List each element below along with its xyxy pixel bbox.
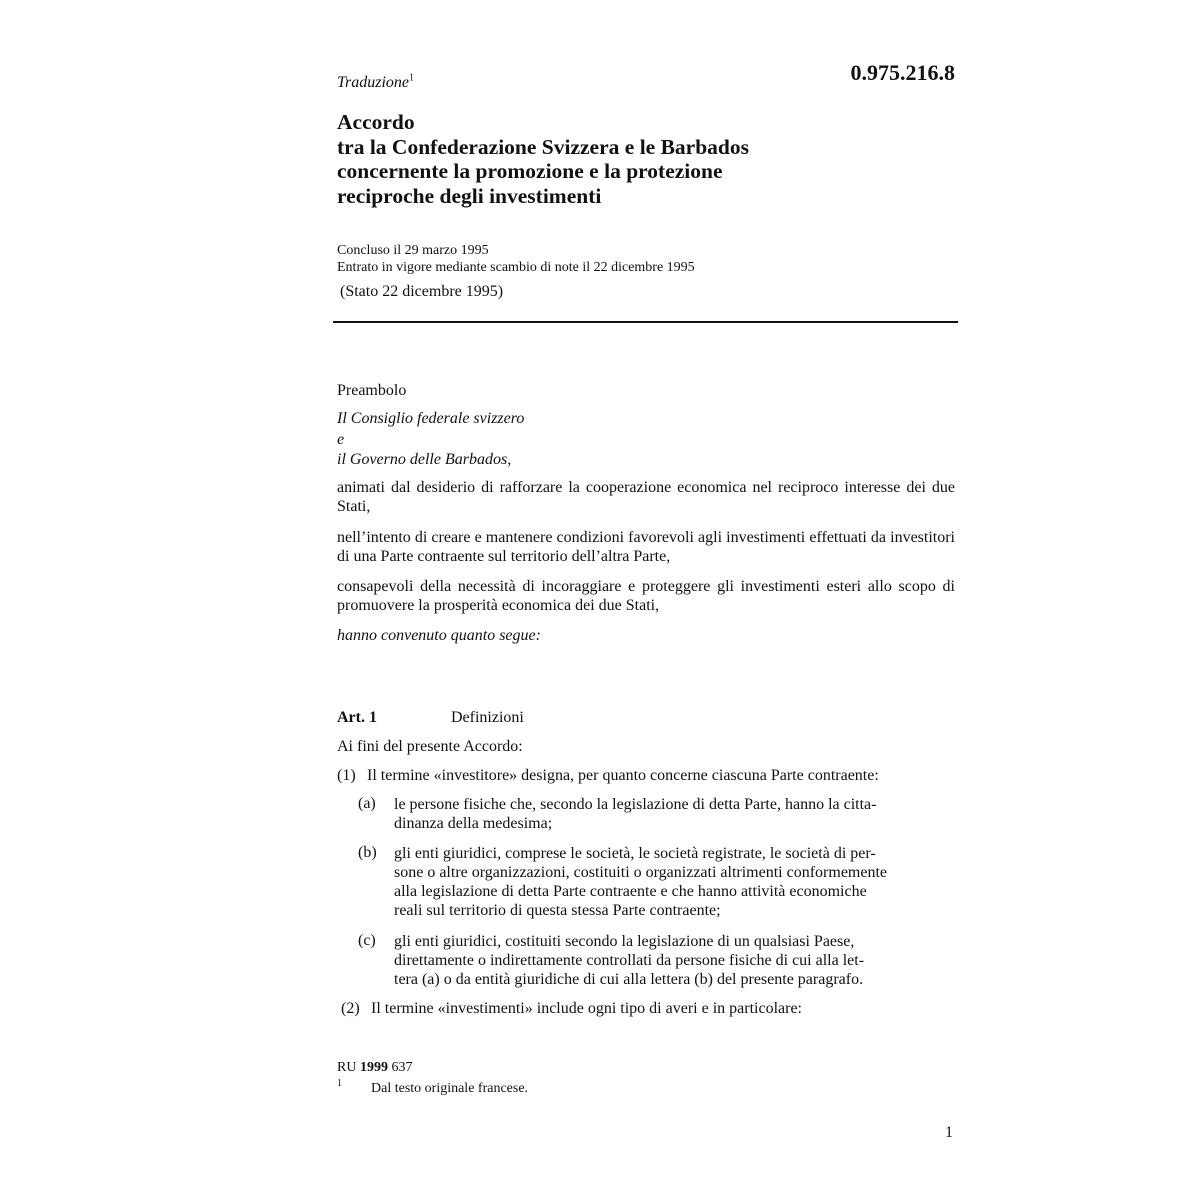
item-line: dinanza della medesima; bbox=[394, 815, 553, 832]
title-line: tra la Confederazione Svizzera e le Barbados bbox=[337, 134, 749, 159]
preamble-party-1: Il Consiglio federale svizzero bbox=[337, 410, 525, 427]
item-line: gli enti giuridici, comprese le società, le società registrate, le società di per- bbox=[394, 845, 876, 862]
header-divider bbox=[333, 321, 958, 323]
list-item bbox=[394, 844, 955, 920]
item-line: reali sul territorio di questa stessa Parte contraente; bbox=[394, 902, 721, 919]
footnote-mark: 1 bbox=[409, 72, 415, 84]
article-number: Art. 1 bbox=[337, 709, 377, 726]
status-date: (Stato 22 dicembre 1995) bbox=[340, 283, 504, 300]
item-marker: (c) bbox=[358, 932, 376, 949]
list-item bbox=[394, 932, 955, 989]
entry-into-force: Entrato in vigore mediante scambio di note il 22 dicembre 1995 bbox=[337, 260, 695, 275]
preamble-heading: Preambolo bbox=[337, 382, 407, 399]
concluded-date: Concluso il 29 marzo 1995 bbox=[337, 243, 489, 258]
preamble-recital-1: animati dal desiderio di rafforzare la cooperazione economica nel reciproco interesse dei due Stati, bbox=[337, 479, 955, 515]
preamble-conjunction: e bbox=[337, 431, 345, 448]
document-title bbox=[337, 110, 749, 208]
title-line: reciproche degli investimenti bbox=[337, 183, 602, 208]
item-line: le persone fisiche che, secondo la legislazione di detta Parte, hanno la citta- bbox=[394, 796, 877, 813]
preamble-agreed: hanno convenuto quanto segue: bbox=[337, 627, 541, 644]
preamble-recital-3: consapevoli della necessità di incoraggiare e proteggere gli investimenti esteri allo scopo di promuovere la prosperità economica dei due Stati, bbox=[337, 578, 955, 614]
item-line: alla legislazione di detta Parte contraente e che hanno attività economiche bbox=[394, 883, 867, 900]
paragraph-marker: (1) bbox=[337, 767, 356, 784]
translation-label-text: Traduzione bbox=[337, 74, 410, 91]
preamble-recital-2: nell’intento di creare e mantenere condizioni favorevoli agli investimenti effettuati da investitori di una Parte contraente sul territorio dell’altra Parte, bbox=[337, 529, 955, 565]
item-marker: (b) bbox=[358, 844, 377, 861]
article-intro: Ai fini del presente Accordo: bbox=[337, 738, 523, 755]
paragraph-text: Il termine «investitore» designa, per quanto concerne ciascuna Parte contraente: bbox=[367, 767, 879, 784]
preamble-party-2: il Governo delle Barbados, bbox=[337, 451, 512, 468]
paragraph-text: Il termine «investimenti» include ogni tipo di averi e in particolare: bbox=[371, 1000, 802, 1017]
ru-page: 637 bbox=[391, 1060, 413, 1075]
item-line: gli enti giuridici, costituiti secondo la legislazione di un qualsiasi Paese, bbox=[394, 933, 855, 950]
footnote-number: 1 bbox=[337, 1078, 342, 1089]
article-title: Definizioni bbox=[451, 709, 524, 726]
item-line: sone o altre organizzazioni, costituiti o organizzati altrimenti conformemente bbox=[394, 864, 888, 881]
ru-prefix: RU bbox=[337, 1060, 357, 1075]
ru-year: 1999 bbox=[359, 1060, 388, 1075]
item-line: direttamente o indirettamente controllati da persone fisiche di cui alla let- bbox=[394, 952, 865, 969]
title-line: Accordo bbox=[337, 110, 415, 134]
title-line: concernente la promozione e la protezione bbox=[337, 159, 723, 183]
list-item bbox=[394, 795, 955, 833]
footnote-text: Dal testo originale francese. bbox=[371, 1081, 529, 1096]
page-number: 1 bbox=[945, 1124, 953, 1141]
document-meta bbox=[337, 242, 695, 276]
sr-number: 0.975.216.8 bbox=[850, 60, 955, 85]
official-compilation-ref bbox=[337, 1060, 412, 1076]
translation-label bbox=[337, 74, 414, 92]
item-line: tera (a) o da entità giuridiche di cui alla lettera (b) del presente paragrafo. bbox=[394, 971, 864, 988]
item-marker: (a) bbox=[358, 795, 376, 812]
paragraph-marker: (2) bbox=[341, 1000, 360, 1017]
